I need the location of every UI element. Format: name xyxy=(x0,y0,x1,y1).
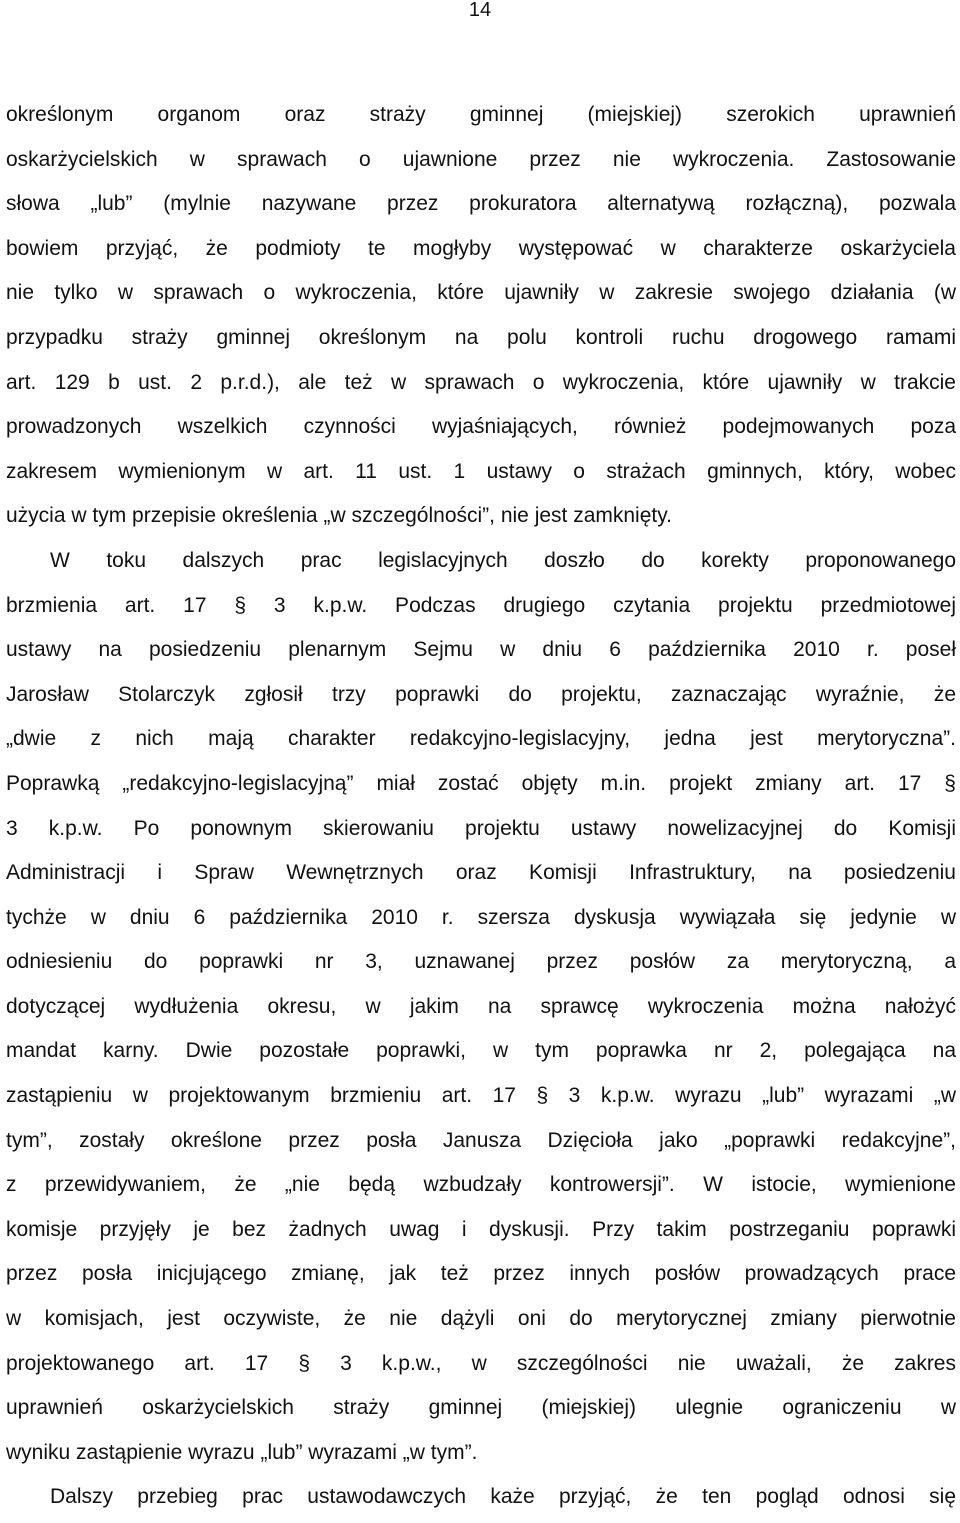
text-line: uprawnień oskarżycielskich straży gminnej (miejskiej) ulegnie ograniczeniu w xyxy=(6,1396,956,1420)
text-line: wyniku zastąpienie wyrazu „lub” wyrazami „w tym”. xyxy=(6,1440,478,1464)
text-line: dotyczącej wydłużenia okresu, w jakim na sprawcę wykroczenia można nałożyć xyxy=(6,994,956,1018)
text-line: w komisjach, jest oczywiste, że nie dążyli oni do merytorycznej zmiany pierwotnie xyxy=(6,1307,956,1331)
document-body xyxy=(6,96,956,1523)
text-line: tychże w dniu 6 października 2010 r. szersza dyskusja wywiązała się jedynie w xyxy=(6,905,956,929)
text-line: tym”, zostały określone przez posła Janusza Dzięcioła jako „poprawki redakcyjne”, xyxy=(6,1128,956,1152)
text-line: ustawy na posiedzeniu plenarnym Sejmu w dniu 6 października 2010 r. poseł xyxy=(6,638,956,662)
text-line: projektowanego art. 17 § 3 k.p.w., w szczególności nie uważali, że zakres xyxy=(6,1351,956,1375)
text-line: „dwie z nich mają charakter redakcyjno-legislacyjny, jedna jest merytoryczna”. xyxy=(6,727,956,751)
text-line: Dalszy przebieg prac ustawodawczych każe przyjąć, że ten pogląd odnosi się xyxy=(50,1485,956,1509)
text-line: komisje przyjęły je bez żadnych uwag i dyskusji. Przy takim postrzeganiu poprawki xyxy=(6,1217,956,1241)
page-number: 14 xyxy=(468,0,492,21)
text-line: określonym organom oraz straży gminnej (miejskiej) szerokich uprawnień xyxy=(6,103,956,126)
text-line: mandat karny. Dwie pozostałe poprawki, w tym poprawka nr 2, polegająca na xyxy=(6,1039,956,1063)
text-line: Administracji i Spraw Wewnętrznych oraz Komisji Infrastruktury, na posiedzeniu xyxy=(6,861,956,885)
text-line: brzmienia art. 17 § 3 k.p.w. Podczas drugiego czytania projektu przedmiotowej xyxy=(6,593,956,617)
text-line: użycia w tym przepisie określenia „w szczególności”, nie jest zamknięty. xyxy=(6,504,673,528)
text-line: odniesieniu do poprawki nr 3, uznawanej przez posłów za merytoryczną, a xyxy=(6,950,956,974)
text-line: zastąpieniu w projektowanym brzmieniu art. 17 § 3 k.p.w. wyrazu „lub” wyrazami „w xyxy=(6,1084,956,1108)
text-line: bowiem przyjąć, że podmioty te mogłyby występować w charakterze oskarżyciela xyxy=(6,236,956,260)
text-line: z przewidywaniem, że „nie będą wzbudzały kontrowersji”. W istocie, wymienione xyxy=(6,1173,956,1197)
text-line: przypadku straży gminnej określonym na polu kontroli ruchu drogowego ramami xyxy=(6,325,956,349)
text-line: oskarżycielskich w sprawach o ujawnione przez nie wykroczenia. Zastosowanie xyxy=(6,147,956,171)
text-line: W toku dalszych prac legislacyjnych doszło do korekty proponowanego xyxy=(50,548,956,572)
text-line: prowadzonych wszelkich czynności wyjaśniających, również podejmowanych poza xyxy=(6,415,956,439)
text-line: zakresem wymienionym w art. 11 ust. 1 ustawy o strażach gminnych, który, wobec xyxy=(6,459,956,483)
text-line: 3 k.p.w. Po ponownym skierowaniu projektu ustawy nowelizacyjnej do Komisji xyxy=(6,816,956,840)
text-line: przez posła inicjującego zmianę, jak też przez innych posłów prowadzących prace xyxy=(6,1262,956,1286)
text-line: Poprawką „redakcyjno-legislacyjną” miał zostać objęty m.in. projekt zmiany art. 17 § xyxy=(6,771,956,795)
text-line: słowa „lub” (mylnie nazywane przez prokuratora alternatywą rozłączną), pozwala xyxy=(6,192,956,216)
text-line: Jarosław Stolarczyk zgłosił trzy poprawki do projektu, zaznaczając wyraźnie, że xyxy=(6,682,956,706)
text-line: nie tylko w sprawach o wykroczenia, które ujawniły w zakresie swojego działania (w xyxy=(6,281,956,305)
text-line: art. 129 b ust. 2 p.r.d.), ale też w sprawach o wykroczenia, które ujawniły w trakcie xyxy=(6,370,956,394)
